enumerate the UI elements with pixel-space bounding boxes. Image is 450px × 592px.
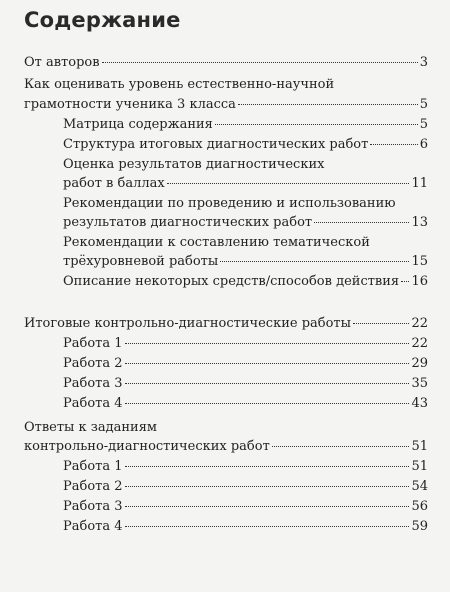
dot-leader bbox=[102, 61, 418, 63]
toc-entry-structure bbox=[63, 137, 428, 152]
dot-leader bbox=[215, 123, 418, 125]
dot-leader bbox=[125, 342, 410, 344]
page-title: Содержание bbox=[24, 8, 181, 32]
dot-leader bbox=[272, 445, 410, 447]
toc-entry-label: Итоговые контрольно-диагностические работы bbox=[24, 316, 351, 331]
toc-entry-page: 15 bbox=[411, 254, 428, 269]
toc-entry-recommend1 bbox=[63, 215, 428, 230]
toc-entry-page: 22 bbox=[411, 336, 428, 351]
toc-entry-answer-work bbox=[63, 479, 428, 494]
toc-entry-label: Описание некоторых средств/способов действия bbox=[63, 274, 400, 289]
toc-entry-page: 54 bbox=[411, 479, 428, 494]
toc-entry-page: 29 bbox=[411, 356, 428, 371]
toc-entry-page: 51 bbox=[411, 459, 428, 474]
toc-entry-label: Матрица содержания bbox=[63, 117, 213, 132]
toc-entry-scoring bbox=[63, 176, 428, 191]
dot-leader bbox=[125, 485, 410, 487]
toc-entry-page: 56 bbox=[411, 499, 428, 514]
toc-entry-answer-work bbox=[63, 499, 428, 514]
toc-entry-page: 13 bbox=[411, 215, 428, 230]
dot-leader bbox=[314, 221, 409, 223]
toc-entry-work bbox=[63, 376, 428, 391]
toc-entry-label: результатов диагностических работ bbox=[63, 215, 313, 230]
toc-entry-label: Работа 3 bbox=[63, 499, 123, 514]
dot-leader bbox=[125, 525, 410, 527]
toc-entry-description bbox=[63, 274, 428, 289]
toc-entry-page: 59 bbox=[411, 519, 428, 534]
toc-entry-page: 6 bbox=[419, 137, 428, 152]
toc-entry-label: работ в баллах bbox=[63, 176, 165, 191]
toc-entry-label: Работа 4 bbox=[63, 519, 123, 534]
toc-entry-page: 43 bbox=[411, 396, 428, 411]
toc-entry-recommend2-line1: Рекомендации к составлению тематической bbox=[63, 235, 370, 250]
toc-entry-scoring-line1: Оценка результатов диагностических bbox=[63, 157, 325, 172]
toc-entry-answer-work bbox=[63, 459, 428, 474]
dot-leader bbox=[167, 182, 410, 184]
toc-entry-assess bbox=[24, 97, 428, 112]
toc-entry-label: Работа 1 bbox=[63, 336, 123, 351]
dot-leader bbox=[401, 280, 409, 282]
toc-entry-page: 51 bbox=[411, 439, 428, 454]
toc-entry-page: 5 bbox=[419, 97, 428, 112]
toc-entry-work bbox=[63, 396, 428, 411]
toc-entry-matrix bbox=[63, 117, 428, 132]
toc-entry-final-works bbox=[24, 316, 428, 331]
toc-entry-label: Работа 2 bbox=[63, 479, 123, 494]
toc-entry-recommend1-line1: Рекомендации по проведению и использованию bbox=[63, 196, 396, 211]
dot-leader bbox=[353, 322, 409, 324]
toc-entry-label: Структура итоговых диагностических работ bbox=[63, 137, 369, 152]
toc-entry-recommend2 bbox=[63, 254, 428, 269]
toc-entry-page: 16 bbox=[411, 274, 428, 289]
toc-entry-assess-line1: Как оценивать уровень естественно-научной bbox=[24, 77, 335, 92]
dot-leader bbox=[125, 362, 410, 364]
toc-entry-answers bbox=[24, 439, 428, 454]
toc-entry-label: Работа 3 bbox=[63, 376, 123, 391]
toc-entry-page: 3 bbox=[419, 55, 428, 70]
dot-leader bbox=[370, 143, 417, 145]
toc-entry-from-authors bbox=[24, 55, 428, 70]
toc-entry-label: От авторов bbox=[24, 55, 100, 70]
toc-entry-label: грамотности ученика 3 класса bbox=[24, 97, 236, 112]
dot-leader bbox=[220, 260, 409, 262]
dot-leader bbox=[125, 465, 410, 467]
dot-leader bbox=[125, 402, 410, 404]
toc-entry-label: Работа 2 bbox=[63, 356, 123, 371]
toc-entry-page: 5 bbox=[419, 117, 428, 132]
toc-entry-label: контрольно-диагностических работ bbox=[24, 439, 270, 454]
toc-entry-page: 35 bbox=[411, 376, 428, 391]
toc-entry-answers-line1: Ответы к заданиям bbox=[24, 420, 158, 435]
dot-leader bbox=[125, 382, 410, 384]
toc-entry-label: Работа 4 bbox=[63, 396, 123, 411]
toc-entry-work bbox=[63, 336, 428, 351]
toc-entry-page: 22 bbox=[411, 316, 428, 331]
toc-entry-label: Работа 1 bbox=[63, 459, 123, 474]
toc-entry-label: трёхуровневой работы bbox=[63, 254, 219, 269]
toc-entry-answer-work bbox=[63, 519, 428, 534]
dot-leader bbox=[238, 103, 418, 105]
toc-entry-work bbox=[63, 356, 428, 371]
toc-entry-page: 11 bbox=[411, 176, 428, 191]
dot-leader bbox=[125, 505, 410, 507]
